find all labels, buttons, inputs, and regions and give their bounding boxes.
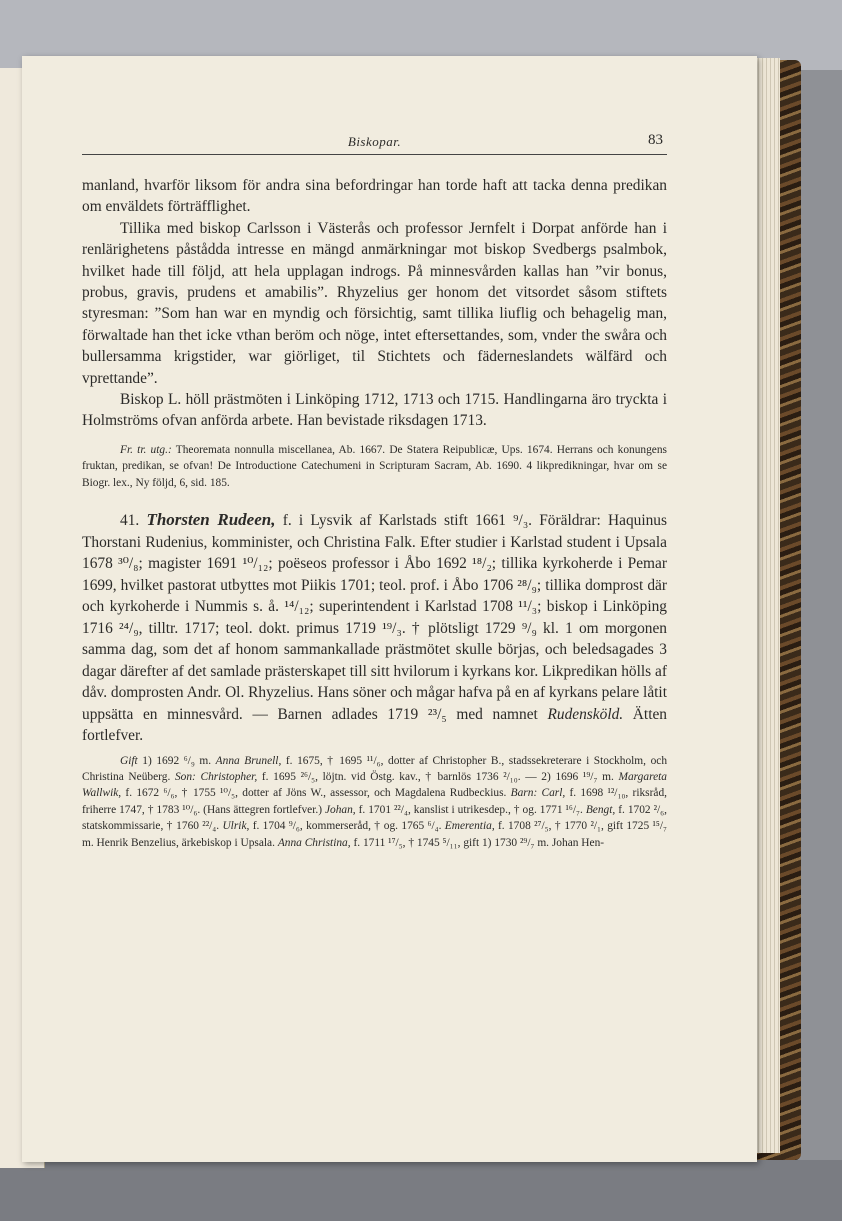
- entry-name: Thorsten Rudeen,: [146, 510, 276, 530]
- entry-text: f. i Lysvik af Karlstads stift 1661 ⁹/₃. Föräldrar: Haquinus Thorstani Rudenius, komminister, och Christina Falk. Efter studier i Karlstad student i Upsala 1678 ³⁰/₈; magister 1691 ¹⁰/₁₂; poëseos professor i Åbo 1692 ¹⁸/₂; tillika kyrkoherde i Pemar 1699, hvilket pastorat utbyttes mot Piikis 1701; teol. prof. i Åbo 1706 ²⁸/₉; tillika domprost där och kyrkoherde i Nummis s. å. ¹⁴/₁₂; superintendent i Karlstad 1708 ¹¹/₃; biskop i Linköping 1716 ²⁴/₉, tilltr. 1717; teol. dokt. primus 1719 ¹⁹/₃. † plötsligt 1729 ⁹/₉ kl. 1 om morgonen samma dag, som det af honom sammankallade prästmötet skulle börjas, och beledsagades 3 dagar därefter af det samlade prästerskapet till sitt hvilorum i kyrkans kor. Likpredikan hölls af dåv. domprosten Andr. Ol. Rhyzelius. Hans söner och mågar hafva på en af kyrkans pelare låtit uppsätta en minnesvård. — Barnen adlades 1719 ²³/₅ med namnet: [82, 512, 667, 723]
- family-text-run: f. 1672 ⁶/₆, † 1755 ¹⁰/₅, dotter af Jöns W., assessor, och Magdalena Rudbeckius.: [121, 787, 511, 800]
- family-name-run: Gift: [120, 754, 138, 767]
- page-number: 83: [648, 132, 663, 148]
- family-text-run: 1) 1692 ⁶/₉ m.: [137, 754, 216, 767]
- family-name-run: Anna Christina,: [277, 836, 351, 849]
- family-text-run: f. 1702 ²/₆, statskommissarie, † 1760 ²²/₄.: [82, 803, 667, 833]
- family-text-run: f. 1704 ⁹/₆, kommerseråd, † og. 1765 ⁶/₄.: [249, 820, 445, 833]
- book-page: [22, 56, 757, 1162]
- works-note-text: Theoremata nonnulla miscellanea, Ab. 1667. De Statera Reipublicæ, Ups. 1674. Herrans och konungens fruktan, predikan, se ofvan! De Introductione Catechumeni in Scripturam Sacram, Ab. 1690. 4 likpredikningar, hvar om se Biogr. lex., Ny följd, 6, sid. 185.: [82, 443, 667, 489]
- family-text-run: f. 1675, † 1695 ¹¹/₆, dotter af Christopher B., stadssekreterare i Stockholm, och Christina Neüberg.: [82, 754, 668, 783]
- works-note: [82, 442, 667, 491]
- body-paragraph: Biskop L. höll prästmöten i Linköping 1712, 1713 och 1715. Handlingarna äro tryckta i Holmströms ofvan anförda arbete. Han bevistade riksdagen 1713.: [82, 391, 667, 430]
- family-name-run: Johan,: [324, 803, 356, 816]
- entry-number: 41.: [120, 512, 140, 530]
- ennobled-name: Rudensköld.: [547, 705, 624, 723]
- page-header: [82, 132, 667, 155]
- family-text-run: f. 1708 ²⁷/₅, † 1770 ²/₁, gift 1725 ¹⁵/₇ m. Henrik Benzelius, ärkebiskop i Upsala.: [82, 820, 668, 849]
- family-text-run: f. 1701 ²²/₄, kanslist i utrikesdep., † og. 1771 ¹⁶/₇.: [355, 803, 586, 816]
- page-content: [82, 132, 667, 851]
- body-paragraph: manland, hvarför liksom för andra sina befordringar han torde haft att tacka denna predikan om enväldets förträfflighet.: [82, 177, 667, 216]
- entry-text-end: Ätten fortlefver.: [82, 705, 667, 745]
- family-name-run: Emerentia,: [444, 820, 495, 833]
- family-text-run: f. 1695 ²⁶/₅, löjtn. vid Östg. kav., † barnlös 1736 ²/₁₀. — 2) 1696 ¹⁹/₇ m.: [257, 771, 619, 783]
- biography-entry-41: [82, 509, 667, 851]
- family-name-run: Ulrik,: [222, 820, 250, 833]
- scanner-background-bottom: [0, 1160, 842, 1221]
- family-name-run: Bengt,: [585, 803, 616, 816]
- family-name-run: Barn: Carl,: [510, 787, 566, 800]
- family-text-run: f. 1711 ¹⁷/₅, † 1745 ⁵/₁₁, gift 1) 1730 ²⁹/₇ m. Johan Hen-: [350, 836, 605, 849]
- running-head: Biskopar.: [347, 134, 402, 149]
- continued-biography: [82, 175, 667, 432]
- family-name-run: Margareta Wallwik,: [82, 771, 667, 800]
- body-paragraph: Tillika med biskop Carlsson i Västerås och professor Jernfelt i Dorpat anförde han i renlärighetens påstådda intresse en mängd anmärkningar mot biskop Svedbergs psalmbok, hvilket hade till följd, att hela upplagan indrogs. På minnesvården kallas han ”vir bonus, probus, gravis, prudens et amabilis”. Rhyzelius ger honom det vitsordet såsom stiftets styresman: ”Som han war en myndig och försichtig, samt tillika liuflig och behagelig man, förwaltade han thet icke vthan beröm och nöge, intet eftersettandes, som, vnder the swåra och bullersamma krigstider, war giörliget, til Stichtets och fäderneslandets wälfärd och vprettande”.: [82, 219, 667, 387]
- family-note: [82, 753, 667, 851]
- family-name-run: Son: Christopher,: [174, 771, 258, 783]
- family-name-run: Anna Brunell,: [215, 754, 282, 767]
- family-text-run: f. 1698 ¹²/₁₀, riksråd, friherre 1747, † 1783 ¹⁰/₆. (Hans ättegren fortlefver.): [82, 787, 668, 816]
- works-note-label: Fr. tr. utg.:: [120, 443, 172, 456]
